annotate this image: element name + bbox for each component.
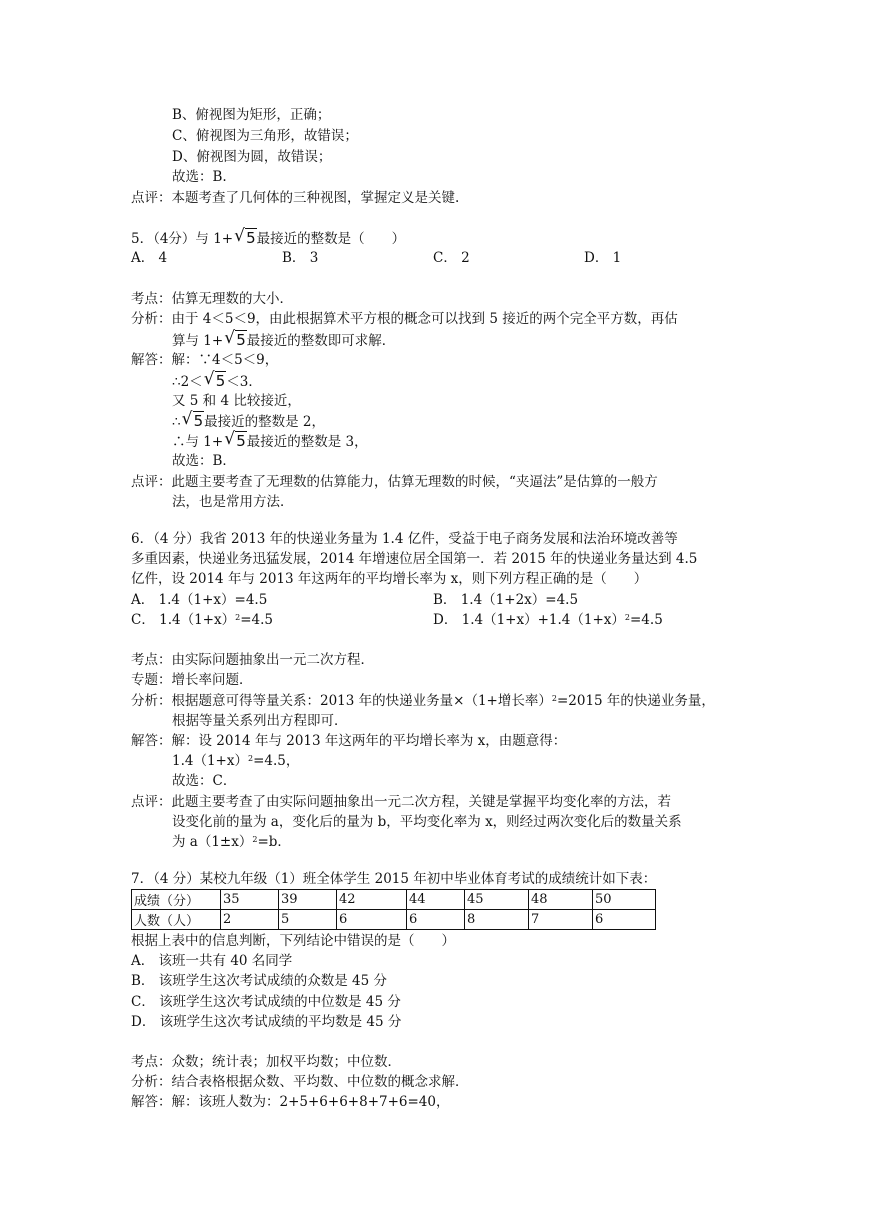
q5-step4: ∴与 1+ √ 5最接近的整数是 3， [172, 429, 368, 450]
sqrt-symbol: √ 5 [224, 328, 246, 349]
sqrt-symbol: √ 5 [224, 429, 246, 450]
q7-fenxi: 分析：结合表格根据众数、平均数、中位数的概念求解． [131, 1074, 469, 1090]
q5-kaodian: 考点：估算无理数的大小． [131, 291, 293, 307]
q5-comment-line1: 点评：此题主要考查了无理数的估算能力，估算无理数的时候，“夹逼法”是估算的一般方 [131, 474, 658, 490]
table-cell: 7 [529, 910, 593, 930]
q7-option-a: A． 该班一共有 40 名同学 [131, 953, 293, 969]
q5-option-d: D． 1 [584, 250, 622, 266]
q5-step3: ∴ √ 5最接近的整数是 2， [172, 409, 326, 430]
table-row [132, 890, 656, 910]
q6-stem-line3: 亿件，设 2014 年与 2013 年这两年的平均增长率为 x，则下列方程正确的是（ ） [131, 571, 648, 587]
table-cell: 39 [279, 890, 337, 910]
score-table [131, 889, 656, 930]
sqrt-symbol: √ 5 [181, 409, 204, 430]
q6-jieda: 解答：解：设 2014 年与 2013 年这两年的平均增长率为 x，由题意得： [131, 733, 567, 749]
prev-selection: 故选：B. [172, 169, 227, 185]
table-cell: 35 [221, 890, 279, 910]
q5-comment-line2: 法，也是常用方法． [172, 494, 294, 510]
q6-zhuanti: 专题：增长率问题． [131, 672, 253, 688]
table-cell: 50 [593, 890, 656, 910]
q5-option-b: B． 3 [282, 250, 319, 266]
table-cell: 成绩（分） [132, 890, 221, 910]
table-cell: 44 [407, 890, 465, 910]
q5-fenxi-line1: 分析：由于 4＜5＜9，由此根据算术平方根的概念可以找到 5 接近的两个完全平方数，再估 [131, 311, 678, 327]
table-cell: 6 [407, 910, 465, 930]
q5-selection: 故选：B． [172, 453, 236, 469]
prev-option-d: D、俯视图为圆，故错误； [172, 149, 332, 165]
q6-comment-line2: 设变化前的量为 a，变化后的量为 b，平均变化率为 x，则经过两次变化后的数量关系 [172, 814, 682, 830]
q6-equation: $1.4(1+x)^2=4.5$， [172, 753, 300, 769]
table-cell: 人数（人） [132, 910, 221, 930]
q5-stem: 5．（4分）与 1+ √ 5最接近的整数是（ ） [131, 226, 406, 247]
table-cell: 42 [337, 890, 407, 910]
table-cell: 45 [465, 890, 529, 910]
q6-kaodian: 考点：由实际问题抽象出一元二次方程． [131, 652, 374, 668]
q7-option-b: B． 该班学生这次考试成绩的众数是 45 分 [131, 973, 387, 989]
q6-option-c: C． $1.4(1+x)^2=4.5$ [131, 612, 273, 628]
q6-option-d: D． $1.4(1+x)+1.4(1+x)^2=4.5$ [433, 612, 663, 628]
q7-jieda: 解答：解：该班人数为：2+5+6+6+8+7+6=40， [131, 1094, 450, 1110]
table-cell: 6 [337, 910, 407, 930]
q6-stem-line2: 多重因素，快递业务迅猛发展，2014 年增速位居全国第一．若 2015 年的快递业务量达到 4.5 [131, 551, 698, 567]
table-cell: 48 [529, 890, 593, 910]
q6-option-b: B． 1.4（1+2x）=4.5 [433, 592, 579, 608]
q6-fenxi-line1: 分析：根据题意可得等量关系：2013 年的快递业务量×（1+增长率）$^2$=2015 年的快递业务量， [131, 693, 715, 709]
table-cell: 8 [465, 910, 529, 930]
q5-fenxi-line2: 算与 1+ √ 5最接近的整数即可求解． [172, 328, 396, 349]
q7-question: 根据上表中的信息判断，下列结论中错误的是（ ） [131, 933, 455, 949]
q5-option-a: A． 4 [131, 250, 168, 266]
q7-stem: 7．（4 分）某校九年级（1）班全体学生 2015 年初中毕业体育考试的成绩统计如下表： [131, 871, 657, 887]
prev-option-c: C、俯视图为三角形，故错误； [172, 128, 358, 144]
q6-fenxi-line2: 根据等量关系列出方程即可． [172, 713, 348, 729]
q7-option-c: C． 该班学生这次考试成绩的中位数是 45 分 [131, 994, 401, 1010]
table-cell: 5 [279, 910, 337, 930]
sqrt-symbol: √ 5 [234, 226, 256, 247]
q5-option-c: C． 2 [433, 250, 470, 266]
table-row [132, 910, 656, 930]
q5-step1: ∴2＜ √ 5＜3． [172, 369, 262, 390]
q6-option-a: A． 1.4（1+x）=4.5 [131, 592, 268, 608]
q6-stem-line1: 6．（4 分）我省 2013 年的快递业务量为 1.4 亿件，受益于电子商务发展和法治环境改善等 [131, 531, 678, 547]
q7-option-d: D． 该班学生这次考试成绩的平均数是 45 分 [131, 1014, 402, 1030]
q6-comment-line3: 为 $a(1\pm x)^2=b$． [172, 834, 291, 850]
q5-step2: 又 5 和 4 比较接近， [172, 393, 301, 409]
q6-selection: 故选：C． [172, 773, 237, 789]
prev-option-b: B、俯视图为矩形，正确； [172, 107, 331, 123]
q6-comment-line1: 点评：此题主要考查了由实际问题抽象出一元二次方程，关键是掌握平均变化率的方法，若 [131, 794, 671, 810]
prev-comment: 点评：本题考查了几何体的三种视图，掌握定义是关键. [131, 190, 460, 206]
sqrt-symbol: √ 5 [203, 369, 226, 390]
table-cell: 6 [593, 910, 656, 930]
table-cell: 2 [221, 910, 279, 930]
q7-kaodian: 考点：众数；统计表；加权平均数；中位数． [131, 1054, 401, 1070]
q5-jieda: 解答：解：∵4＜5＜9， [131, 352, 279, 368]
